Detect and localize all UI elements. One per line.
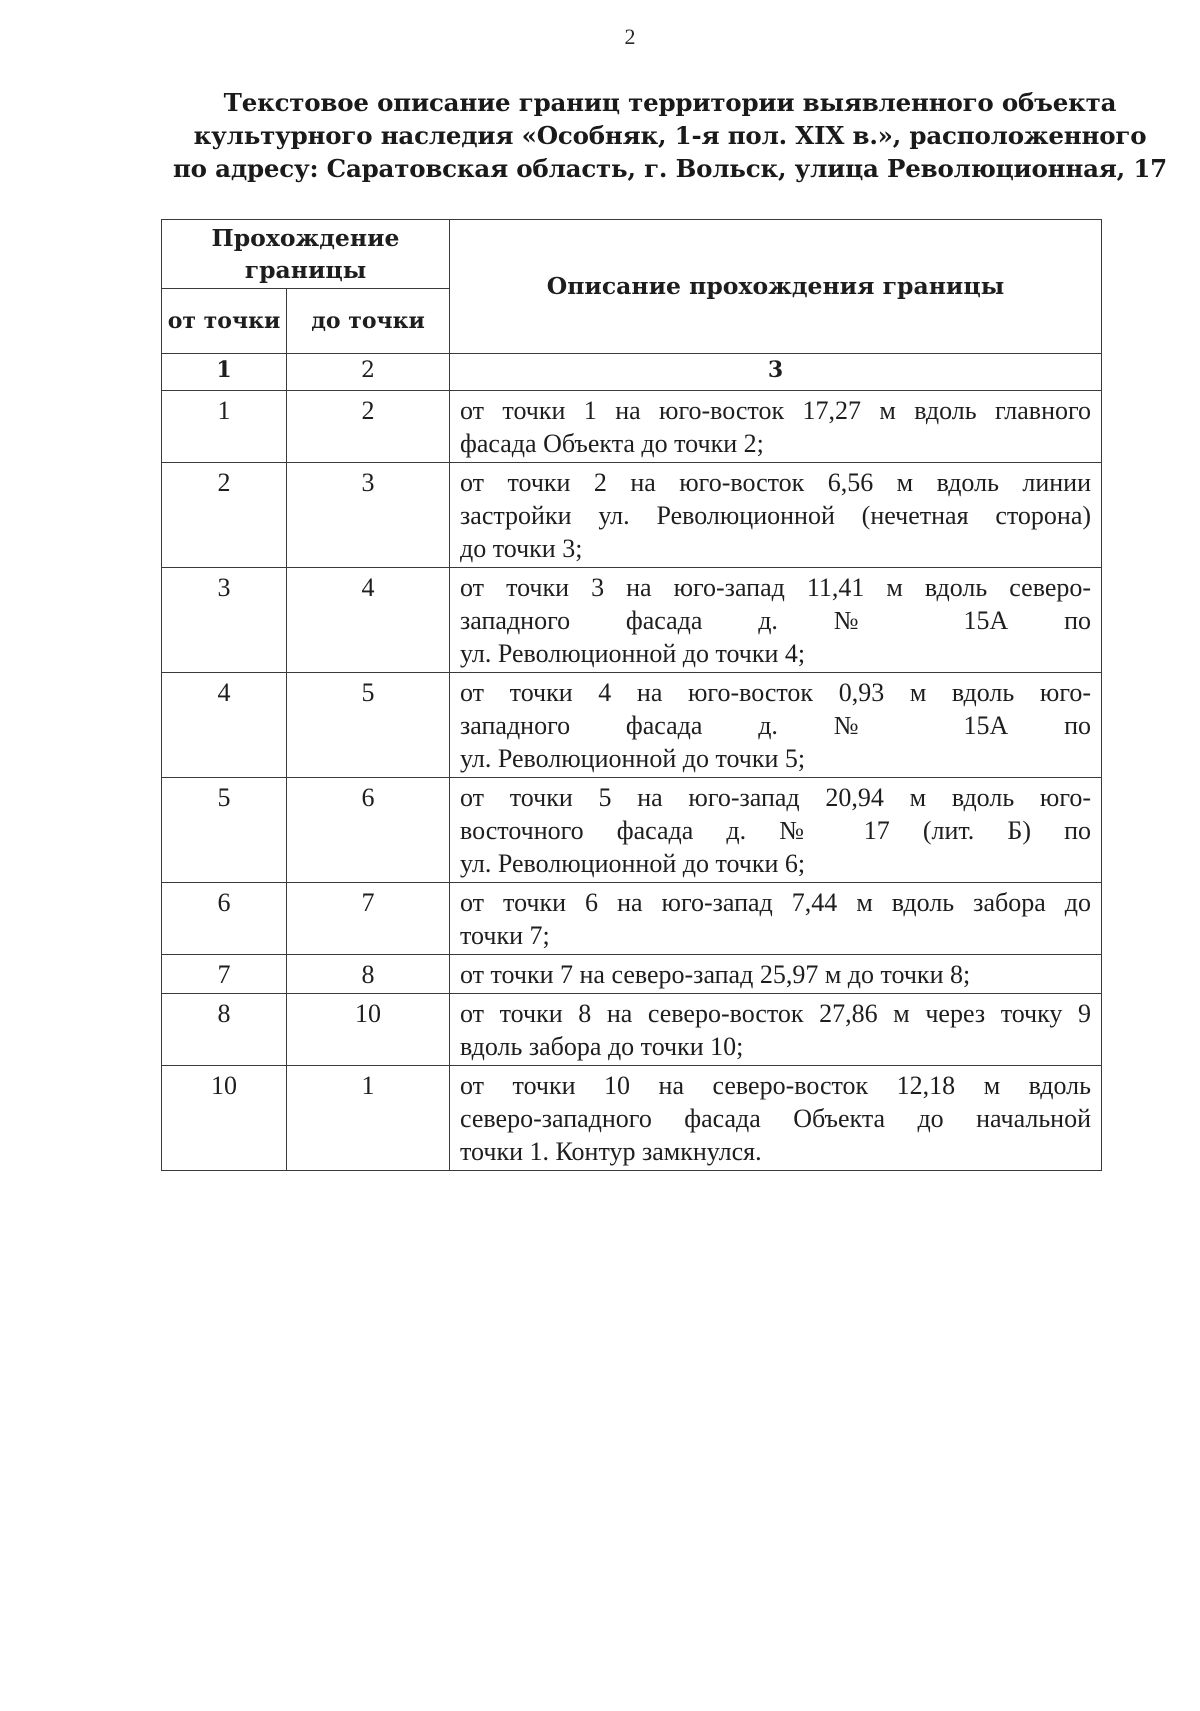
header-to-point: до точки bbox=[287, 289, 450, 354]
description-cell bbox=[450, 883, 1102, 955]
description-line: от точки 7 на северо-запад 25,97 м до точки 8; bbox=[460, 960, 971, 989]
description-cell bbox=[450, 778, 1102, 883]
table-row bbox=[162, 463, 1102, 568]
to-point-cell: 8 bbox=[287, 955, 450, 994]
from-point-cell: 7 bbox=[162, 955, 287, 994]
table-row bbox=[162, 1066, 1102, 1171]
from-point-cell: 10 bbox=[162, 1066, 287, 1171]
description-line: точки 1. Контур замкнулся. bbox=[460, 1137, 762, 1166]
table-body bbox=[162, 391, 1102, 1171]
description-line: северо-западного фасада Объекта до начальной bbox=[460, 1104, 1092, 1133]
header-description: Описание прохождения границы bbox=[450, 220, 1102, 354]
description-cell bbox=[450, 463, 1102, 568]
description-line: ул. Революционной до точки 5; bbox=[460, 744, 806, 773]
description-cell bbox=[450, 1066, 1102, 1171]
from-point-cell: 4 bbox=[162, 673, 287, 778]
column-number-3: 3 bbox=[450, 354, 1102, 391]
title-line: культурного наследия «Особняк, 1-я пол. XIX в.», расположенного bbox=[193, 121, 1147, 150]
to-point-cell: 2 bbox=[287, 391, 450, 463]
description-line: западного фасада д. № 15А по bbox=[460, 606, 1092, 635]
description-line: до точки 3; bbox=[460, 534, 583, 563]
description-line: от точки 4 на юго-восток 0,93 м вдоль юго- bbox=[460, 678, 1092, 707]
description-line: точки 7; bbox=[460, 921, 550, 950]
table-row bbox=[162, 778, 1102, 883]
description-cell bbox=[450, 568, 1102, 673]
description-line: от точки 5 на юго-запад 20,94 м вдоль юго- bbox=[460, 783, 1092, 812]
from-point-cell: 3 bbox=[162, 568, 287, 673]
description-line: от точки 8 на северо-восток 27,86 м через точку 9 bbox=[460, 999, 1092, 1028]
header-from-point: от точки bbox=[162, 289, 287, 354]
description-cell bbox=[450, 955, 1102, 994]
description-line: застройки ул. Революционной (нечетная сторона) bbox=[460, 501, 1092, 530]
to-point-cell: 3 bbox=[287, 463, 450, 568]
description-line: западного фасада д. № 15А по bbox=[460, 711, 1092, 740]
description-line: вдоль забора до точки 10; bbox=[460, 1032, 744, 1061]
header-boundary-passage: Прохождение границы bbox=[162, 220, 450, 289]
to-point-cell: 1 bbox=[287, 1066, 450, 1171]
to-point-cell: 6 bbox=[287, 778, 450, 883]
from-point-cell: 8 bbox=[162, 994, 287, 1066]
table-row bbox=[162, 568, 1102, 673]
description-cell bbox=[450, 994, 1102, 1066]
to-point-cell: 10 bbox=[287, 994, 450, 1066]
to-point-cell: 4 bbox=[287, 568, 450, 673]
from-point-cell: 1 bbox=[162, 391, 287, 463]
table-row bbox=[162, 391, 1102, 463]
to-point-cell: 7 bbox=[287, 883, 450, 955]
table-row bbox=[162, 883, 1102, 955]
description-line: от точки 3 на юго-запад 11,41 м вдоль северо- bbox=[460, 573, 1092, 602]
description-line: от точки 1 на юго-восток 17,27 м вдоль главного bbox=[460, 396, 1092, 425]
description-line: фасада Объекта до точки 2; bbox=[460, 429, 764, 458]
from-point-cell: 5 bbox=[162, 778, 287, 883]
table-row bbox=[162, 673, 1102, 778]
column-number-1: 1 bbox=[162, 354, 287, 391]
description-line: восточного фасада д. № 17 (лит. Б) по bbox=[460, 816, 1092, 845]
from-point-cell: 2 bbox=[162, 463, 287, 568]
description-cell bbox=[450, 673, 1102, 778]
description-line: от точки 2 на юго-восток 6,56 м вдоль линии bbox=[460, 468, 1092, 497]
page-number: 2 bbox=[624, 24, 636, 49]
description-line: от точки 6 на юго-запад 7,44 м вдоль забора до bbox=[460, 888, 1092, 917]
table-row bbox=[162, 994, 1102, 1066]
description-line: ул. Революционной до точки 6; bbox=[460, 849, 806, 878]
table-row bbox=[162, 955, 1102, 994]
column-number-2: 2 bbox=[287, 354, 450, 391]
title-line: Текстовое описание границ территории выявленного объекта bbox=[223, 88, 1117, 117]
description-line: от точки 10 на северо-восток 12,18 м вдоль bbox=[460, 1071, 1092, 1100]
description-line: ул. Революционной до точки 4; bbox=[460, 639, 806, 668]
to-point-cell: 5 bbox=[287, 673, 450, 778]
from-point-cell: 6 bbox=[162, 883, 287, 955]
description-cell bbox=[450, 391, 1102, 463]
document-title bbox=[120, 86, 1200, 185]
boundary-description-table bbox=[161, 219, 1102, 1171]
title-line: по адресу: Саратовская область, г. Вольск, улица Революционная, 17 bbox=[172, 154, 1168, 183]
